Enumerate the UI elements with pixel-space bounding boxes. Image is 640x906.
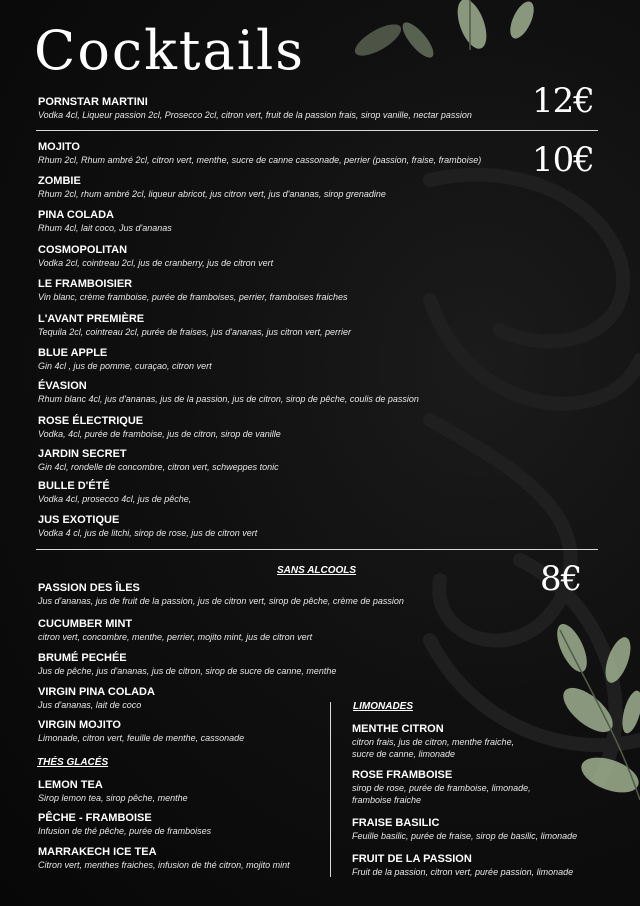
cocktail-desc: Tequila 2cl, cointreau 2cl, purée de fraises, jus d'ananas, jus citron vert, perrier (38, 327, 352, 337)
cocktail-name: BLUE APPLE (38, 347, 108, 359)
cocktail-name: JUS EXOTIQUE (38, 514, 120, 526)
cocktail-desc: Rhum 4cl, lait coco, Jus d'ananas (38, 223, 172, 233)
mocktail-name: PASSION DES ÎLES (38, 582, 140, 594)
lemonade-name: FRUIT DE LA PASSION (352, 853, 472, 865)
lemonade-desc-line: citron frais, jus de citron, menthe fraiche, (352, 737, 515, 747)
cocktail-name: MOJITO (38, 141, 80, 153)
tea-desc: Citron vert, menthes fraiches, infusion de thé citron, mojito mint (38, 860, 290, 870)
lemonade-name: FRAISE BASILIC (352, 817, 440, 829)
section-heading-limonades: LIMONADES (353, 701, 413, 712)
cocktail-desc: Vodka 4 cl, jus de litchi, sirop de rose, jus de citron vert (38, 528, 258, 538)
mocktail-desc: citron vert, concombre, menthe, perrier, mojito mint, jus de citron vert (38, 632, 313, 642)
cocktail-desc: Rhum 2cl, rhum ambré 2cl, liqueur abricot, jus citron vert, jus d'ananas, sirop grenadine (38, 189, 386, 199)
mocktail-desc: Jus d'ananas, lait de coco (38, 700, 142, 710)
leaves-top-icon (350, 0, 538, 62)
cocktail-item (38, 96, 518, 122)
lemonade-desc-line: framboise fraiche (352, 794, 422, 805)
lemonade-item (352, 853, 602, 879)
lemonade-desc (352, 867, 602, 879)
mocktail-item (38, 686, 518, 712)
cocktail-desc: Vodka, 4cl, purée de framboise, jus de citron, sirop de vanille (38, 429, 281, 439)
mocktail-desc: Jus de pêche, jus d'ananas, jus de citron, sirop de sucre de canne, menthe (38, 666, 337, 676)
lemonade-item (352, 817, 602, 843)
cocktail-item (38, 347, 518, 373)
cocktail-item (38, 380, 518, 406)
cocktail-name: ZOMBIE (38, 175, 81, 187)
cocktail-name: COSMOPOLITAN (38, 244, 128, 256)
cocktail-name: ÉVASION (38, 380, 87, 392)
lemonade-desc-line: Fruit de la passion, citron vert, purée passion, limonade (352, 867, 574, 877)
price-tag-8: 8€ (540, 559, 582, 599)
cocktail-name: JARDIN SECRET (38, 448, 127, 460)
lemonade-desc (352, 737, 602, 760)
mocktail-name: VIRGIN MOJITO (38, 719, 121, 731)
mocktail-name: VIRGIN PINA COLADA (38, 686, 155, 698)
tea-name: PÊCHE - FRAMBOISE (38, 812, 152, 824)
cocktail-name: L'AVANT PREMIÈRE (38, 313, 145, 325)
price-tag-12: 12€ (532, 81, 594, 121)
tea-name: LEMON TEA (38, 779, 103, 791)
mocktail-item (38, 618, 518, 644)
cocktail-desc: Gin 4cl , jus de pomme, curaçao, citron vert (38, 361, 212, 371)
cocktail-item (38, 278, 518, 304)
cocktail-item (38, 141, 518, 167)
cocktail-desc: Rhum 2cl, Rhum ambré 2cl, citron vert, menthe, sucre de canne cassonade, perrier (passion, fraise, framboise) (38, 155, 482, 165)
cocktail-name: LE FRAMBOISIER (38, 278, 133, 290)
cocktail-item (38, 448, 518, 474)
lemonade-name: MENTHE CITRON (352, 723, 444, 735)
lemonade-desc (352, 783, 602, 806)
cocktail-item (38, 244, 518, 270)
price-tag-10: 10€ (532, 140, 594, 180)
mocktail-desc: Limonade, citron vert, feuille de menthe, cassonade (38, 733, 245, 743)
tea-desc: Infusion de thé pêche, purée de framboises (38, 826, 212, 836)
lemonade-desc-line: sucre de canne, limonade (352, 748, 456, 759)
cocktail-name: BULLE D'ÉTÉ (38, 480, 110, 492)
lemonade-item (352, 769, 602, 806)
cocktail-name: ROSE ÉLECTRIQUE (38, 415, 144, 427)
divider (36, 130, 598, 131)
section-heading-sans-alcools: SANS ALCOOLS (277, 565, 357, 576)
mocktail-desc: Jus d'ananas, jus de fruit de la passion, jus de citron vert, sirop de pêche, crème de passion (38, 596, 404, 606)
menu-title: Cocktails (34, 19, 305, 82)
cocktail-item (38, 175, 518, 201)
lemonade-desc-line: sirop de rose, purée de framboise, limonade, (352, 783, 531, 793)
cocktail-desc: Rhum blanc 4cl, jus d'ananas, jus de la passion, jus de citron, sirop de pêche, coulis de passion (38, 394, 419, 404)
cocktail-desc: Vodka 4cl, prosecco 4cl, jus de pêche, (38, 494, 192, 504)
mocktail-name: CUCUMBER MINT (38, 618, 133, 630)
tea-name: MARRAKECH ICE TEA (38, 846, 157, 858)
section-heading-thes-glaces: THÉS GLACÉS (37, 757, 109, 768)
cocktail-name: PORNSTAR MARTINI (38, 96, 148, 108)
cocktail-item (38, 415, 518, 441)
divider (36, 549, 598, 550)
column-divider (330, 702, 331, 877)
tea-desc: Sirop lemon tea, sirop pêche, menthe (38, 793, 188, 803)
mocktail-item (38, 652, 518, 678)
mocktail-item (38, 582, 518, 608)
lemonade-desc-line: Feuille basilic, purée de fraise, sirop de basilic, limonade (352, 831, 578, 841)
lemonade-name: ROSE FRAMBOISE (352, 769, 453, 781)
mocktail-name: BRUMÉ PECHÉE (38, 652, 127, 664)
lemonade-item (352, 723, 602, 760)
cocktail-item (38, 313, 518, 339)
cocktail-desc: Vin blanc, crème framboise, purée de framboises, perrier, framboises fraiches (38, 292, 348, 302)
cocktail-item (38, 480, 518, 506)
cocktail-item (38, 514, 518, 540)
cocktail-name: PINA COLADA (38, 209, 114, 221)
cocktail-desc: Gin 4cl, rondelle de concombre, citron vert, schweppes tonic (38, 462, 279, 472)
cocktail-desc: Vodka 2cl, cointreau 2cl, jus de cranberry, jus de citron vert (38, 258, 274, 268)
cocktail-desc: Vodka 4cl, Liqueur passion 2cl, Prosecco 2cl, citron vert, fruit de la passion frais, sirop vanille, nectar passion (38, 110, 472, 120)
lemonade-desc (352, 831, 602, 843)
cocktail-item (38, 209, 518, 235)
